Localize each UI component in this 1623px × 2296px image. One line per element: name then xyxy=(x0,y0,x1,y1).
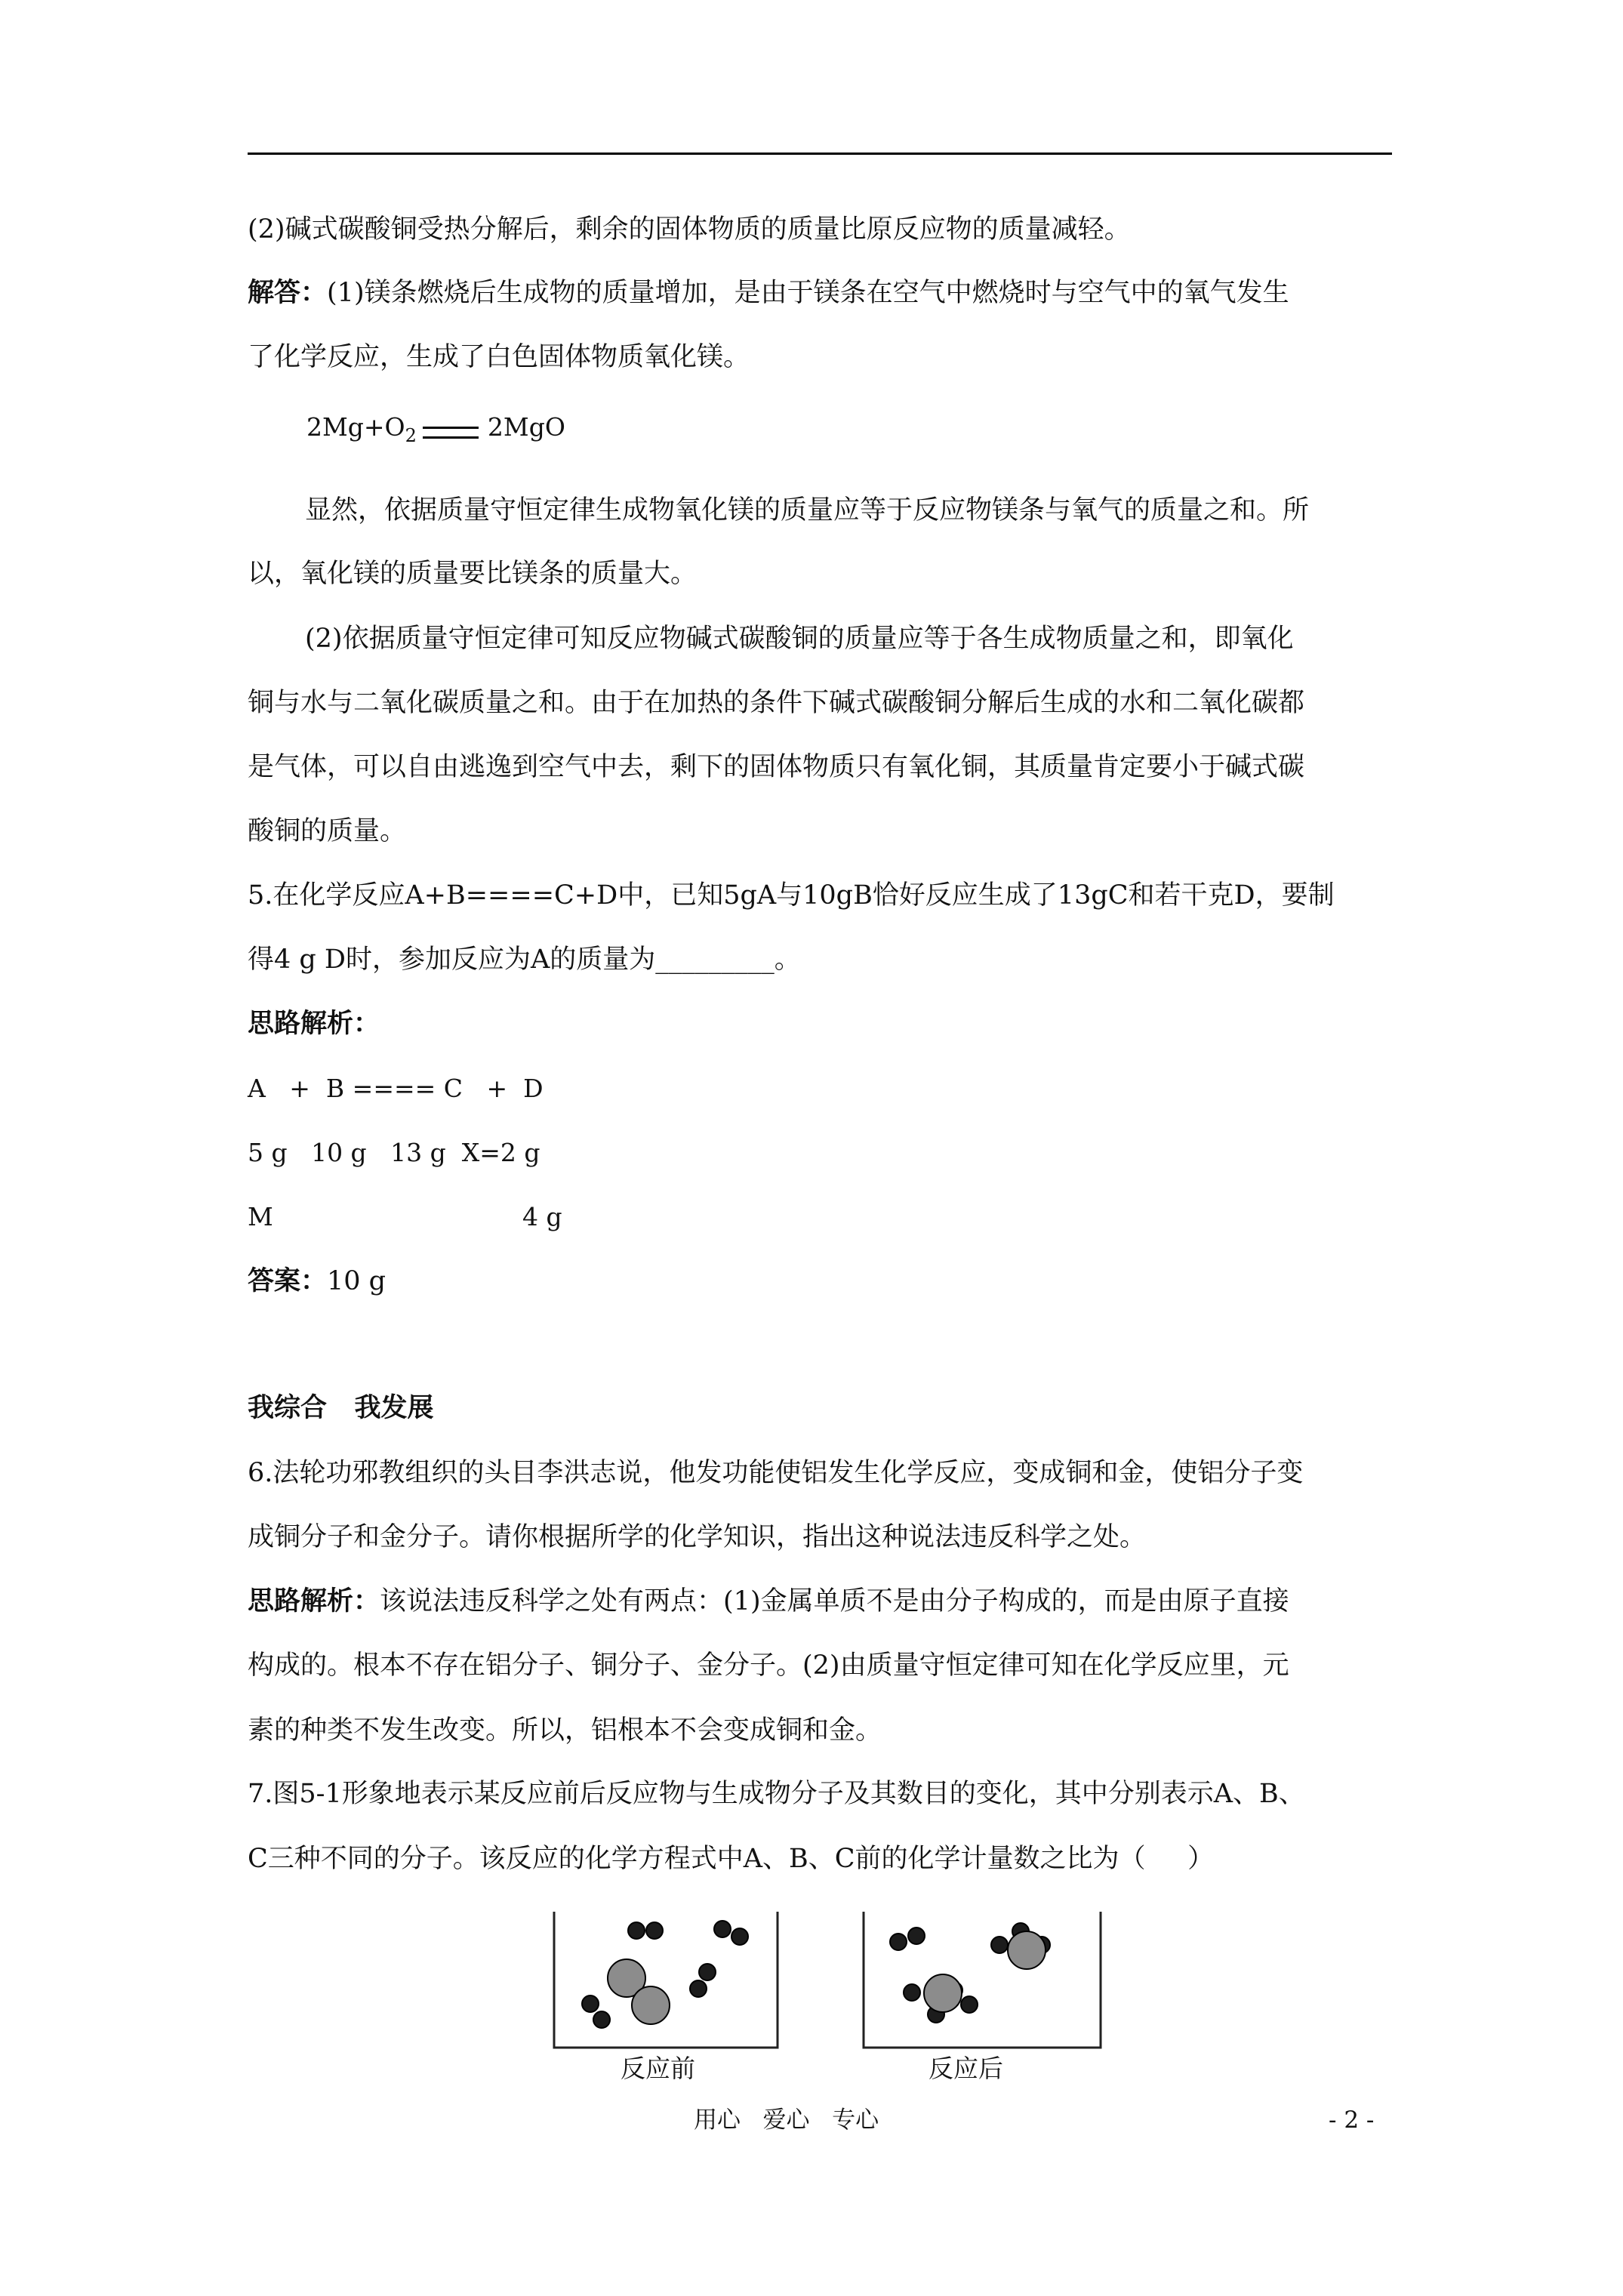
question-5-line: 5.在化学反应A+B====C+D中，已知5gA与10gB恰好反应生成了13gC和若干克D，要制 xyxy=(248,880,1335,911)
atom-small xyxy=(593,2011,610,2028)
paragraph-line: (2)依据质量守恒定律可知反应物碱式碳酸铜的质量应等于各生成物质量之和，即氧化 xyxy=(305,624,1294,654)
work-row-value: 4 g xyxy=(522,1202,562,1231)
equation-product: 2MgO xyxy=(487,412,565,442)
atom-small xyxy=(699,1964,716,1980)
analysis-label: 思路解析： xyxy=(248,1586,380,1616)
atom-small xyxy=(582,1996,599,2012)
atom-small xyxy=(908,1928,925,1944)
caption-after: 反应后 xyxy=(929,2054,1003,2083)
paragraph-line: 是气体，可以自由逃逸到空气中去，剩下的固体物质只有氧化铜，其质量肯定要小于碱式碳 xyxy=(248,752,1305,782)
atom-small xyxy=(904,1984,920,2001)
caption-before: 反应前 xyxy=(621,2054,695,2083)
atom-large xyxy=(632,1986,670,2024)
analysis-text: 该说法违反科学之处有两点：(1)金属单质不是由分子构成的，而是由原子直接 xyxy=(380,1586,1289,1616)
paragraph-line: 素的种类不发生改变。所以，铝根本不会变成铜和金。 xyxy=(248,1715,882,1746)
work-row: 5 g 10 g 13 g X=2 g xyxy=(248,1138,540,1167)
atom-small xyxy=(731,1928,748,1945)
atom-small xyxy=(961,1996,978,2013)
atom-small xyxy=(690,1980,707,1997)
footer-motto: 用心 爱心 专心 xyxy=(694,2106,879,2134)
page-number: - 2 - xyxy=(1329,2106,1375,2134)
answer-value: 10 g xyxy=(327,1266,387,1296)
paragraph-line: 铜与水与二氧化碳质量之和。由于在加热的条件下碱式碳酸铜分解后生成的水和二氧化碳都 xyxy=(248,688,1305,718)
atom-small xyxy=(714,1921,731,1937)
atom-large xyxy=(1008,1931,1046,1969)
atom-small xyxy=(991,1937,1008,1953)
paragraph-line: (2)碱式碳酸铜受热分解后，剩余的固体物质的质量比原反应物的质量减轻。 xyxy=(248,214,1131,245)
answer-label: 答案： xyxy=(248,1265,328,1296)
question-7-line: C三种不同的分子。该反应的化学方程式中A、B、C前的化学计量数之比为（ ） xyxy=(248,1844,1215,1874)
equation-reactants: 2Mg+O xyxy=(306,412,405,442)
question-6-line: 6.法轮功邪教组织的头目李洪志说，他发功能使铝发生化学反应，变成铜和金，使铝分子变 xyxy=(248,1458,1304,1488)
atom-small xyxy=(628,1922,645,1939)
question-5-line: 得4 g D时，参加反应为A的质量为_________。 xyxy=(248,945,801,975)
work-row-m: M xyxy=(248,1202,273,1231)
answer-text: (1)镁条燃烧后生成物的质量增加，是由于镁条在空气中燃烧时与空气中的氧气发生 xyxy=(327,278,1289,308)
paragraph-line: 酸铜的质量。 xyxy=(248,816,407,846)
question-6-line: 成铜分子和金分子。请你根据所学的化学知识，指出这种说法违反科学之处。 xyxy=(248,1522,1147,1552)
paragraph-line: 显然，依据质量守恒定律生成物氧化镁的质量应等于反应物镁条与氧气的质量之和。所 xyxy=(305,495,1310,525)
question-7-line: 7.图5-1形象地表示某反应前后反应物与生成物分子及其数目的变化，其中分别表示A、B、 xyxy=(248,1779,1305,1809)
atom-small xyxy=(646,1922,663,1939)
after-molecules xyxy=(890,1923,1050,2023)
atom-small xyxy=(890,1934,907,1950)
before-molecules xyxy=(582,1921,748,2028)
atom-large xyxy=(924,1974,962,2012)
paragraph-line: 以，氧化镁的质量要比镁条的质量大。 xyxy=(248,559,698,589)
equation-subscript: 2 xyxy=(405,425,417,446)
paragraph-line: 了化学反应，生成了白色固体物质氧化镁。 xyxy=(248,342,750,372)
answer-label: 解答： xyxy=(248,277,328,308)
after-container xyxy=(864,1912,1101,2048)
paragraph-line: 构成的。根本不存在铝分子、铜分子、金分子。(2)由质量守恒定律可知在化学反应里，元 xyxy=(248,1650,1289,1681)
section-heading: 我综合 我发展 xyxy=(248,1392,434,1423)
analysis-label: 思路解析： xyxy=(248,1008,380,1039)
work-row: A + B ==== C + D xyxy=(248,1074,544,1103)
